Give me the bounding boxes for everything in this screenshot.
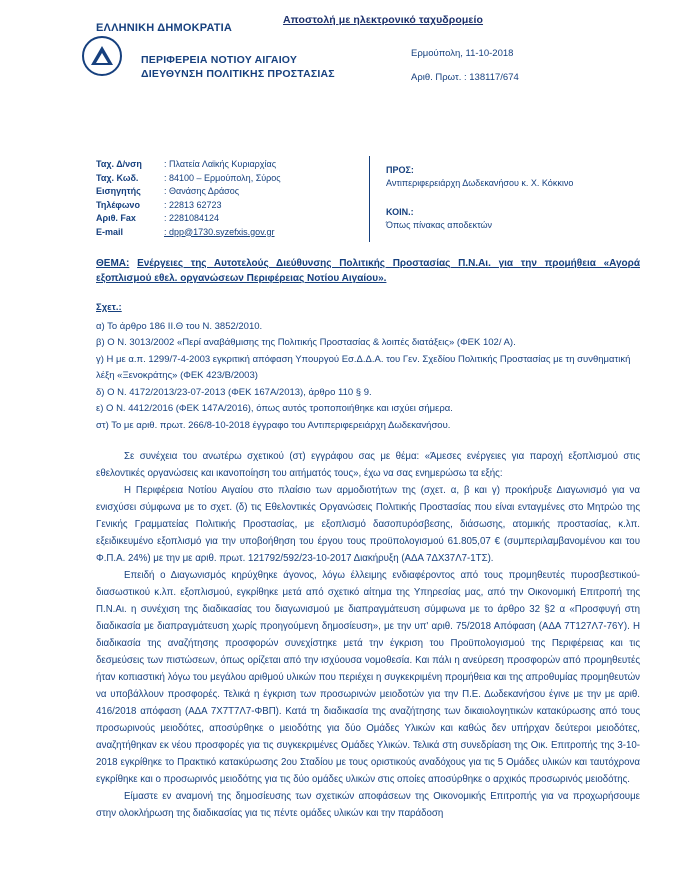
directorate-title: ΔΙΕΥΘΥΝΣΗ ΠΟΛΙΤΙΚΗΣ ΠΡΟΣΤΑΣΙΑΣ [141, 68, 335, 80]
letterhead [26, 22, 660, 132]
reference-item: δ) Ο Ν. 4172/2013/23-07-2013 (ΦΕΚ 167Α/2013), άρθρο 110 § 9. [96, 386, 372, 398]
protocol-number: Αριθ. Πρωτ. : 138117/674 [411, 72, 519, 83]
reference-item: ε) Ο Ν. 4412/2016 (ΦΕΚ 147Α/2016), όπως αυτός τροποποιήθηκε και ισχύει σήμερα. [96, 403, 453, 414]
greek-civil-protection-emblem-icon [82, 36, 124, 82]
body-paragraph: Η Περιφέρεια Νοτίου Αιγαίου στο πλαίσιο των αρμοδιοτήτων της (σχετ. α, β και γ) προκήρυξε Διαγωνισμό για να ενισχύσει σύμφωνα με το σχετ. (δ) τις Εθελοντικές Οργανώσεις Πολιτικής Προστασίας που είναι ενταγμένες στο Μητρώο της Γενικής Γραμματείας Πολιτικής Προστασίας, με εξοπλισμό δασοπυρόσβεσης, διάσωσης, ατομικής προστασίας, κ.λπ. εξειδικευμένο εξοπλισμό για την υποβοήθηση του έργου τους προϋπολογισμού 61.805,07 € (συμπεριλαμβανομένου και του Φ.Π.Α. 24%) με την με αριθ. πρωτ. 121792/592/23-10-2017 Διακήρυξη (ΑΔΑ 7ΔΧ37Λ7-1ΤΣ). [96, 485, 640, 564]
subject-text: Ενέργειες της Αυτοτελούς Διεύθυνσης Πολιτικής Προστασίας Π.Ν.Αι. για την προμήθεια «Αγορά εξοπλισμού εθελ. οργανώσεων Περιφέρειας Νοτίου Αιγαίου». [96, 258, 640, 284]
vertical-divider [369, 156, 370, 242]
to-label: ΠΡΟΣ: [386, 165, 414, 175]
contact-row [96, 212, 366, 224]
recipients-block [386, 164, 676, 232]
contact-value: : Πλατεία Λαϊκής Κυριαρχίας [164, 159, 277, 169]
contact-and-recipients [26, 158, 660, 240]
contact-label: Αριθ. Fax [96, 213, 136, 223]
contact-value: : 2281084124 [164, 213, 220, 223]
to-value: Αντιπεριφερειάρχη Δωδεκανήσου κ. Χ. Κόκκινο [386, 178, 574, 188]
contact-label: Τηλέφωνο [96, 199, 140, 210]
contact-row-email [96, 226, 366, 238]
subject-label: ΘΕΜΑ: [96, 258, 130, 269]
body-paragraph: Σε συνέχεια του ανωτέρω σχετικού (στ) εγγράφου σας με θέμα: «Άμεσες ενέργειες για παροχή εξοπλισμού στις εθελοντικές οργανώσεις και ικανοποίηση του αιτήματός τους», έχω να σας ενημερώσω τα εξής: [96, 451, 640, 479]
subject-line [96, 256, 640, 286]
contact-value: : 84100 – Ερμούπολη, Σύρος [164, 172, 281, 183]
contact-row [96, 199, 366, 211]
body-paragraph: Είμαστε εν αναμονή της δημοσίευσης των σχετικών αποφάσεων της Οικονομικής Επιτροπής για να προχωρήσουμε στην ολοκλήρωση της διαδικασίας για τις πέντε ομάδες υλικών και την παράδοση [96, 791, 640, 819]
place-and-date: Ερμούπολη, 11-10-2018 [411, 48, 514, 59]
cc-value: Όπως πίνακας αποδεκτών [386, 220, 493, 230]
contact-label: Εισηγητής [96, 186, 141, 196]
contact-details [96, 158, 366, 239]
body-text [96, 448, 640, 822]
reference-item: γ) Η με α.π. 1299/7-4-2003 εγκριτική απόφαση Υπουργού Εσ.Δ.Δ.Α. του Γεν. Σχεδίου Πολιτικής Προστασίας με τη συνθηματική λέξη «Ξενοκράτης» (ΦΕΚ 423/Β/2003) [96, 353, 631, 381]
reference-item: β) Ο Ν. 3013/2002 «Περί αναβάθμισης της Πολιτικής Προστασίας & λοιπές διατάξεις» (ΦΕΚ 102/ Α). [96, 337, 516, 348]
region-title: ΠΕΡΙΦΕΡΕΙΑ ΝΟΤΙΟΥ ΑΙΓΑΙΟΥ [141, 54, 298, 66]
contact-row [96, 185, 366, 197]
contact-row [96, 172, 366, 184]
references-title: Σχετ.: [96, 302, 122, 313]
body-paragraph: Επειδή ο Διαγωνισμός κηρύχθηκε άγονος, λόγω έλλειμης ενδιαφέροντος από τους προμηθευτές πυροσβεστικού-διασωστικού κ.λπ. εξοπλισμού, εγκρίθηκε μετά από σχετικό αίτημα της Υπηρεσίας μας, από την Οικονομική Επιτροπή της Π.Ν.Αι. η συνέχιση της διαδικασίας του διαγωνισμού με διαπραγμάτευση σύμφωνα με το άρθρο 32 §2 α «Προσφυγή στη διαδικασία με διαπραγμάτευση χωρίς προηγούμενη δημοσίευση», με την υπ' αριθ. 75/2018 Απόφαση (ΑΔΑ 7Τ127Λ7-76Υ). Η διαδικασία της αναζήτησης προσφορών συνεχίστηκε μετά την έγκριση του Προϋπολογισμού της Περιφέρειας και τις δεσμεύσεις των πιστώσεων, όπως ορίζεται από την ισχύουσα νομοθεσία. Και πάλι η ανεύρεση προσφορών από προμηθευτές ήταν κοπιαστική λόγω του μεγάλου αριθμού υλικών που περιέχει η συγκεκριμένη προμήθεια και της απροθυμίας προμηθευτών να υποβάλλουν προσφορές. Τελικά η έγκριση των προσωρινών μειοδοτών για την Π.Ε. Δωδεκανήσου έγινε με την με αριθ. 416/2018 απόφαση (ΑΔΑ 7Χ7Τ7Λ7-ΦΒΠ). Κατά τη διαδικασία της αναζήτησης των δικαιολογητικών κατακύρωσης από τους προσωρινούς μειοδότες, αποσύρθηκε ο μειοδότης για δύο Ομάδες Υλικών και καθώς δεν υπήρχαν δεύτεροι μειοδότες, αναζητήθηκαν εκ νέου προσφορές για τις συγκεκριμένες Ομάδες Υλικών. Τελικά στη συνεδρίαση της Οικ. Επιτροπής της 3-10-2018 εγκρίθηκε το Πρακτικό κατακύρωσης 2ου Σταδίου με τους οριστικούς αναδόχους για τις 5 Ομάδες υλικών και ταυτόχρονα εγκρίθηκε και ο προσωρινός μειοδότης για τις δύο ομάδες υλικών στις οποίες αποσύρθηκε ο αρχικός προσωρινός μειοδότης. [96, 570, 640, 785]
contact-label: Ταχ. Δ/νση [96, 159, 142, 169]
contact-value: : 22813 62723 [164, 199, 222, 210]
delivery-note: Αποστολή με ηλεκτρονικό ταχυδρομείο [282, 14, 484, 26]
email-value[interactable]: : dpp@1730.syzefxis.gov.gr [164, 226, 275, 237]
reference-item: στ) Το με αριθ. πρωτ. 266/8-10-2018 έγγραφο του Αντιπεριφερειάρχη Δωδεκανήσου. [96, 419, 451, 431]
reference-item: α) Το άρθρο 186 ΙΙ.Θ του Ν. 3852/2010. [96, 320, 263, 332]
cc-label: ΚΟΙΝ.: [386, 207, 414, 217]
contact-label: E-mail [96, 226, 124, 237]
contact-label: Ταχ. Κωδ. [96, 172, 139, 183]
republic-title: ΕΛΛΗΝΙΚΗ ΔΗΜΟΚΡΑΤΙΑ [96, 22, 233, 34]
contact-value: : Θανάσης Δράσος [164, 186, 240, 196]
references-block [96, 300, 640, 434]
contact-row [96, 158, 366, 170]
